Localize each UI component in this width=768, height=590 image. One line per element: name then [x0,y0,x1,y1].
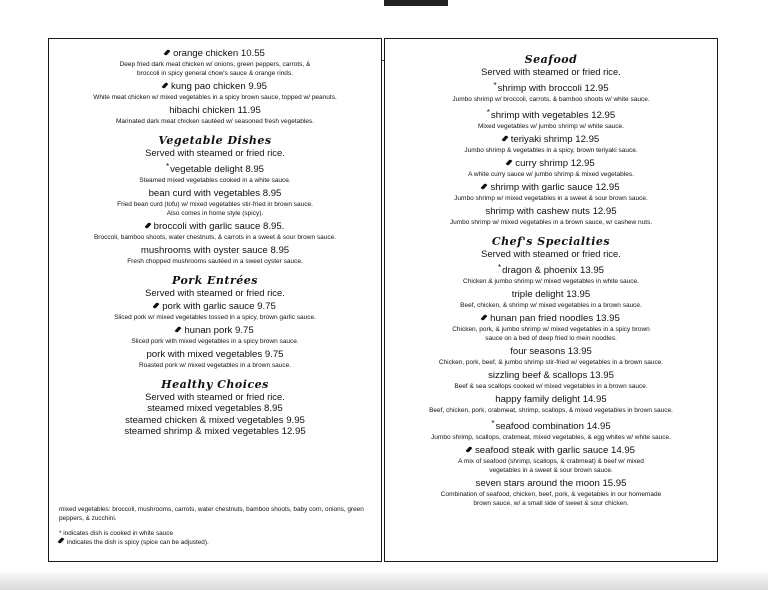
menu-item [385,289,717,310]
menu-item-price: 8.95 [245,164,265,175]
menu-item-price: 8.95. [262,221,285,232]
menu-item-name: shrimp with vegetables [490,110,589,121]
spicy-icon [481,183,488,189]
menu-item-description: Beef, chicken, pork, crabmeat, shrimp, scallops, & mixed vegetables in brown sauce. [429,407,673,414]
menu-item-price: 8.95 [264,403,283,414]
menu-item-name: dragon & phoenix [502,265,578,276]
menu-item-description: Marinated dark meat chicken sautéed w/ seasoned fresh vegetables. [115,118,314,125]
menu-item [385,478,717,508]
menu-item [49,105,381,126]
menu-item-name: triple delight [511,289,564,300]
menu-item-name: steamed shrimp & mixed vegetables [124,426,279,437]
section-subtitle: Served with steamed or fried rice. [145,147,285,158]
menu-item-price: 14.95 [610,445,635,456]
menu-item-line [49,105,381,117]
page-bottom-shadow [0,572,768,590]
menu-item-description: Roasted pork w/ mixed vegetables in a brown sauce. [138,362,292,369]
menu-item-line [385,394,717,406]
menu-item [49,188,381,218]
menu-item [49,81,381,102]
menu-item [385,134,717,155]
menu-item [49,325,381,346]
menu-item-line [49,188,381,200]
page-edge-mark [384,0,448,6]
right-column [385,45,717,508]
section-title: Seafood [524,53,578,66]
menu-item-price: 12.95 [570,158,595,169]
menu-item-price: 12.95 [591,110,616,121]
menu-item [49,245,381,266]
white-sauce-icon: * [497,263,502,272]
menu-item-description: Jumbo shrimp w/ broccoli, carrots, & bamboo shoots w/ white sauce. [452,96,650,103]
menu-item [385,262,717,286]
menu-item-price: 13.95 [580,265,605,276]
menu-item-name: shrimp with broccoli [497,83,582,94]
menu-item-name: shrimp with cashew nuts [485,206,590,217]
menu-item-line [385,182,717,194]
menu-item-line [385,346,717,358]
menu-item-price: 10.55 [240,48,265,59]
menu-item-price: 14.95 [582,394,607,405]
menu-item [49,404,381,415]
menu-item-price: 11.95 [237,105,261,116]
spicy-note: indicates the dish is spicy (spice can be adjusted). [67,539,209,546]
menu-item-line [49,349,381,361]
menu-item-line [385,262,717,277]
menu-item-line [385,134,717,146]
menu-item-name: four seasons [510,346,566,357]
menu-item-price: 8.95 [262,188,282,199]
menu-item-line [49,301,381,313]
white-sauce-icon: * [486,108,490,117]
menu-item-line [49,245,381,257]
menu-item-name: broccoli with garlic sauce [153,221,261,232]
section-title: Chef's Specialties [491,235,611,248]
menu-item-price: 9.75 [264,349,284,360]
menu-item-description: Jumbo shrimp, scallops, crabmeat, mixed vegetables, & egg whites w/ white sauce. [431,434,671,441]
menu-item-description: Fried bean curd (tofu) w/ mixed vegetables stir-fried in brown sauce. [117,201,313,208]
menu-item-description: Combination of seafood, chicken, beef, pork, & vegetables in our homemade [440,491,662,498]
menu-item-price: 14.95 [586,421,611,432]
spicy-icon [465,446,472,452]
menu-item-price: 9.95 [286,414,305,426]
white-sauce-icon: * [493,81,497,90]
spicy-icon [163,49,170,55]
menu-item-line [49,161,381,176]
menu-item-description: broccoli in spicy general chow's sauce & orange rinds. [137,70,293,77]
menu-item-description: A mix of seafood (shrimp, scallops, & crabmeat) & beef w/ mixed [458,458,644,465]
menu-item-name: hunan pan fried noodles [490,313,594,324]
menu-item-price: 13.95 [595,313,620,324]
menu-item-name: steamed mixed vegetables [147,403,262,414]
mixed-vegetables-note: mixed vegetables: broccoli, mushrooms, carrots, water chestnuts, bamboo shoots, baby corn, onions, green peppers, & zucchini. [59,506,364,522]
menu-item [49,221,381,242]
menu-item [49,349,381,370]
menu-item-price: 13.95 [589,370,614,381]
menu-item-description: Steamed mixed vegetables cooked in a white sauce. [139,177,291,184]
menu-item-price: 9.95 [248,81,268,92]
menu-item [385,206,717,227]
menu-item-name: pork with mixed vegetables [146,349,263,360]
menu-item-name: pork with garlic sauce [162,301,255,312]
menu-item-line [385,370,717,382]
menu-item [385,158,717,179]
menu-item-description: Jumbo shrimp w/ mixed vegetables in a brown sauce, w/ cashew nuts. [449,219,653,226]
menu-page-right [384,38,718,562]
menu-item [385,394,717,415]
menu-item-line [49,48,381,60]
menu-item-price: 12.95 [584,83,609,94]
menu-item-description: vegetables in a sweet & sour brown sauce. [489,467,613,474]
menu-item-name: mushrooms with oyster sauce [140,245,268,256]
menu-item-line [385,107,717,122]
section-subtitle: Served with steamed or fried rice. [481,248,621,259]
menu-item-description: Chicken, pork, & jumbo shrimp w/ mixed vegetables in a spicy brown [452,326,650,333]
menu-item-price: 12.95 [575,134,600,145]
menu-item [385,107,717,131]
menu-item-description: A white curry sauce w/ jumbo shrimp & mixed vegetables. [468,171,634,178]
menu-item-name: orange chicken [173,48,239,59]
menu-item [385,182,717,203]
menu-item-name: seafood steak with garlic sauce [474,445,609,456]
menu-item-description: Mixed vegetables w/ jumbo shrimp w/ white sauce. [478,123,624,130]
spicy-icon [481,314,488,320]
menu-item-description: brown sauce, w/ a small side of sweet & sour chicken. [473,500,629,507]
menu-item-name: hunan pork [184,325,233,336]
menu-item [49,161,381,185]
menu-item-line [385,445,717,457]
spicy-icon [161,82,168,88]
menu-item-description: Jumbo shrimp w/ mixed vegetables in a sweet & sour brown sauce. [454,195,648,202]
footnotes [59,505,373,547]
menu-item [385,346,717,367]
section-subtitle: Served with steamed or fried rice. [145,287,285,298]
menu-item-description: Chicken & jumbo shrimp w/ mixed vegetables in white sauce. [463,278,639,285]
menu-item-description: Fresh chopped mushrooms sautéed in a sweet oyster sauce. [127,258,303,265]
menu-item [385,445,717,475]
menu-item-name: bean curd with vegetables [148,188,261,199]
menu-item-line [49,221,381,233]
menu-item-line [385,313,717,325]
spicy-icon [175,326,182,332]
menu-item-price: 9.75 [257,301,276,312]
menu-item [385,418,717,442]
white-sauce-icon: * [165,162,170,171]
section-title: Healthy Choices [161,378,269,391]
spicy-icon [57,537,64,543]
white-sauce-note: * indicates dish is cooked in white sauce [59,530,174,537]
menu-item-name: vegetable delight [170,164,243,175]
menu-item-name: sizzling beef & scallops [488,370,588,381]
spicy-note-row [59,538,373,547]
menu-item [49,301,381,322]
menu-item-description: Also comes in home style (spicy). [166,210,264,217]
menu-item-line [49,427,381,438]
white-sauce-icon: * [491,419,495,428]
menu-page-left [48,38,382,562]
menu-item-description: Deep fried dark meat chicken w/ onions, green peppers, carrots, & [119,61,311,68]
menu-item-description: sauce on a bed of deep fried lo mein noodles. [485,335,617,342]
menu-item-description: Beef & sea scallops cooked w/ mixed vegetables in a brown sauce. [454,383,648,390]
menu-item-name: happy family delight [495,394,581,405]
menu-item-description: Jumbo shrimp & vegetables in a spicy, brown teriyaki sauce. [464,147,638,154]
menu-item-description: Sliced pork w/ mixed vegetables tossed in a spicy, brown garlic sauce. [114,314,316,321]
menu-item-price: 12.95 [281,426,306,437]
menu-item-description: Beef, chicken, & shrimp w/ mixed vegetables in a brown sauce. [460,302,642,309]
menu-item-line [385,158,717,170]
menu-item-price: 13.95 [566,289,591,300]
menu-item-line [49,404,381,415]
menu-item-price: 15.95 [602,478,627,489]
section-subtitle: Served with steamed or fried rice. [145,391,285,402]
spicy-icon [501,135,508,141]
section-title: Vegetable Dishes [158,134,272,147]
spicy-icon [506,159,513,165]
menu-item [49,427,381,438]
menu-item-price: 12.95 [595,182,620,193]
menu-item-price: 9.75 [235,325,254,336]
menu-item-description: Broccoli, bamboo shoots, water chestnuts, & carrots in a sweet & sour brown sauce. [93,234,337,241]
menu-item-name: curry shrimp [515,158,569,169]
menu-item-name: hibachi chicken [169,105,235,116]
menu-item [385,370,717,391]
menu-item-line [385,80,717,95]
menu-item-line [385,206,717,218]
menu-item-name: teriyaki shrimp [510,134,573,145]
menu-item-price: 12.95 [592,206,617,217]
menu-item-line [49,416,381,427]
menu-item-line [385,418,717,433]
menu-item-description: Sliced pork with mixed vegetables in a spicy brown sauce. [131,338,299,345]
menu-item-name: kung pao chicken [170,81,246,92]
menu-item-line [49,81,381,93]
section-subtitle: Served with steamed or fried rice. [481,66,621,77]
left-column [49,45,381,438]
menu-item [385,313,717,343]
menu-item-description: White meat chicken w/ mixed vegetables in a spicy brown sauce, topped w/ peanuts. [93,94,337,101]
menu-item-line [385,478,717,490]
menu-item-name: seafood combination [495,421,584,432]
menu-item-price: 13.95 [567,346,592,357]
spicy-icon [144,222,151,228]
menu-item [49,416,381,427]
menu-item-name: steamed chicken & mixed vegetables [125,414,284,426]
menu-item-price: 8.95 [270,245,290,256]
menu-item-name: shrimp with garlic sauce [490,182,593,193]
menu-item [385,80,717,104]
menu-item-line [385,289,717,301]
menu-item-name: seven stars around the moon [475,478,600,489]
spicy-icon [153,302,160,308]
menu-item [49,48,381,78]
menu-item-line [49,325,381,337]
menu-item-description: Chicken, pork, beef, & jumbo shrimp stir-fried w/ vegetables in a brown sauce. [438,359,664,366]
section-title: Pork Entrées [171,274,258,287]
